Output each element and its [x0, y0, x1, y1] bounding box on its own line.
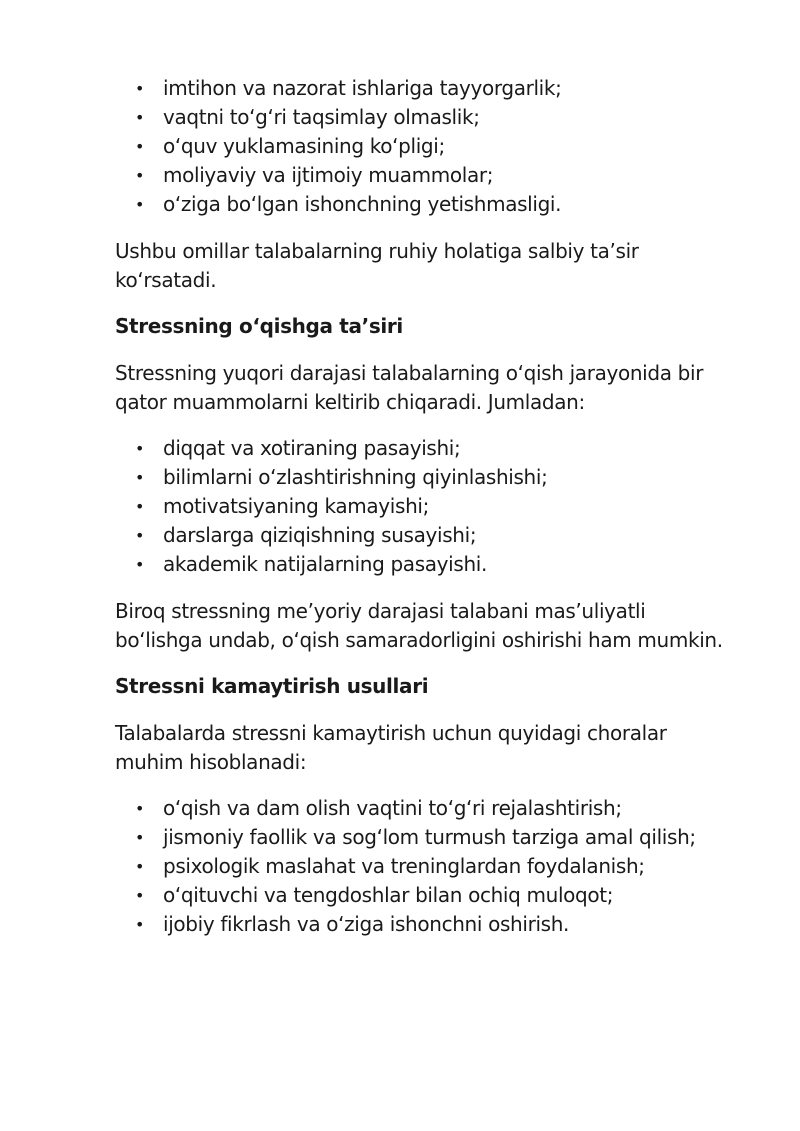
- list-item: • ijobiy fikrlash va o‘ziga ishonchni oshirish.: [115, 910, 735, 939]
- bullet-icon: •: [135, 886, 145, 905]
- heading-stress-reduction: Stressni kamaytirish usullari: [115, 674, 429, 698]
- list-item: • darslarga qiziqishning susayishi;: [115, 521, 735, 550]
- paragraph-effect-intro: Stressning yuqori darajasi talabalarning o‘qish jarayonida bir qator muammolarni keltirib chiqaradi. Jumladan:: [115, 361, 704, 414]
- bullet-icon: •: [135, 857, 145, 876]
- bullet-icon: •: [135, 468, 145, 487]
- list-item: • moliyaviy va ijtimoiy muammolar;: [115, 161, 735, 190]
- paragraph-normal-stress: Biroq stressning me’yoriy darajasi talabani mas’uliyatli bo‘lishga undab, o‘qish samaradorligini oshirishi ham mumkin.: [115, 599, 723, 652]
- list-item: • psixologik maslahat va treninglardan foydalanish;: [115, 852, 735, 881]
- list-item: • o‘qish va dam olish vaqtini to‘g‘ri rejalashtirish;: [115, 794, 735, 823]
- paragraph-reduction-intro: Talabalarda stressni kamaytirish uchun quyidagi choralar muhim hisoblanadi:: [115, 721, 667, 774]
- list-item: • bilimlarni o‘zlashtirishning qiyinlashishi;: [115, 463, 735, 492]
- document-page: [115, 74, 735, 939]
- bullet-icon: •: [135, 79, 145, 98]
- list-item: • o‘qituvchi va tengdoshlar bilan ochiq muloqot;: [115, 881, 735, 910]
- list-item: • vaqtni to‘g‘ri taqsimlay olmaslik;: [115, 103, 735, 132]
- bullet-icon: •: [135, 439, 145, 458]
- list-item: • akademik natijalarning pasayishi.: [115, 550, 735, 579]
- bullet-icon: •: [135, 555, 145, 574]
- list-item: • o‘quv yuklamasining ko‘pligi;: [115, 132, 735, 161]
- list-item: • imtihon va nazorat ishlariga tayyorgarlik;: [115, 74, 735, 103]
- paragraph-consequence: Ushbu omillar talabalarning ruhiy holatiga salbiy ta’sir ko‘rsatadi.: [115, 239, 639, 292]
- bullet-icon: •: [135, 108, 145, 127]
- list-item: • jismoniy faollik va sog‘lom turmush tarziga amal qilish;: [115, 823, 735, 852]
- list-item: • motivatsiyaning kamayishi;: [115, 492, 735, 521]
- causes-list: [115, 74, 735, 219]
- bullet-icon: •: [135, 526, 145, 545]
- bullet-icon: •: [135, 799, 145, 818]
- bullet-icon: •: [135, 828, 145, 847]
- bullet-icon: •: [135, 915, 145, 934]
- bullet-icon: •: [135, 166, 145, 185]
- bullet-icon: •: [135, 137, 145, 156]
- list-item: • diqqat va xotiraning pasayishi;: [115, 434, 735, 463]
- methods-list: [115, 794, 735, 939]
- bullet-icon: •: [135, 195, 145, 214]
- list-item: • o‘ziga bo‘lgan ishonchning yetishmasligi.: [115, 190, 735, 219]
- bullet-icon: •: [135, 497, 145, 516]
- effects-list: [115, 434, 735, 579]
- heading-stress-effect: Stressning o‘qishga ta’siri: [115, 314, 403, 338]
